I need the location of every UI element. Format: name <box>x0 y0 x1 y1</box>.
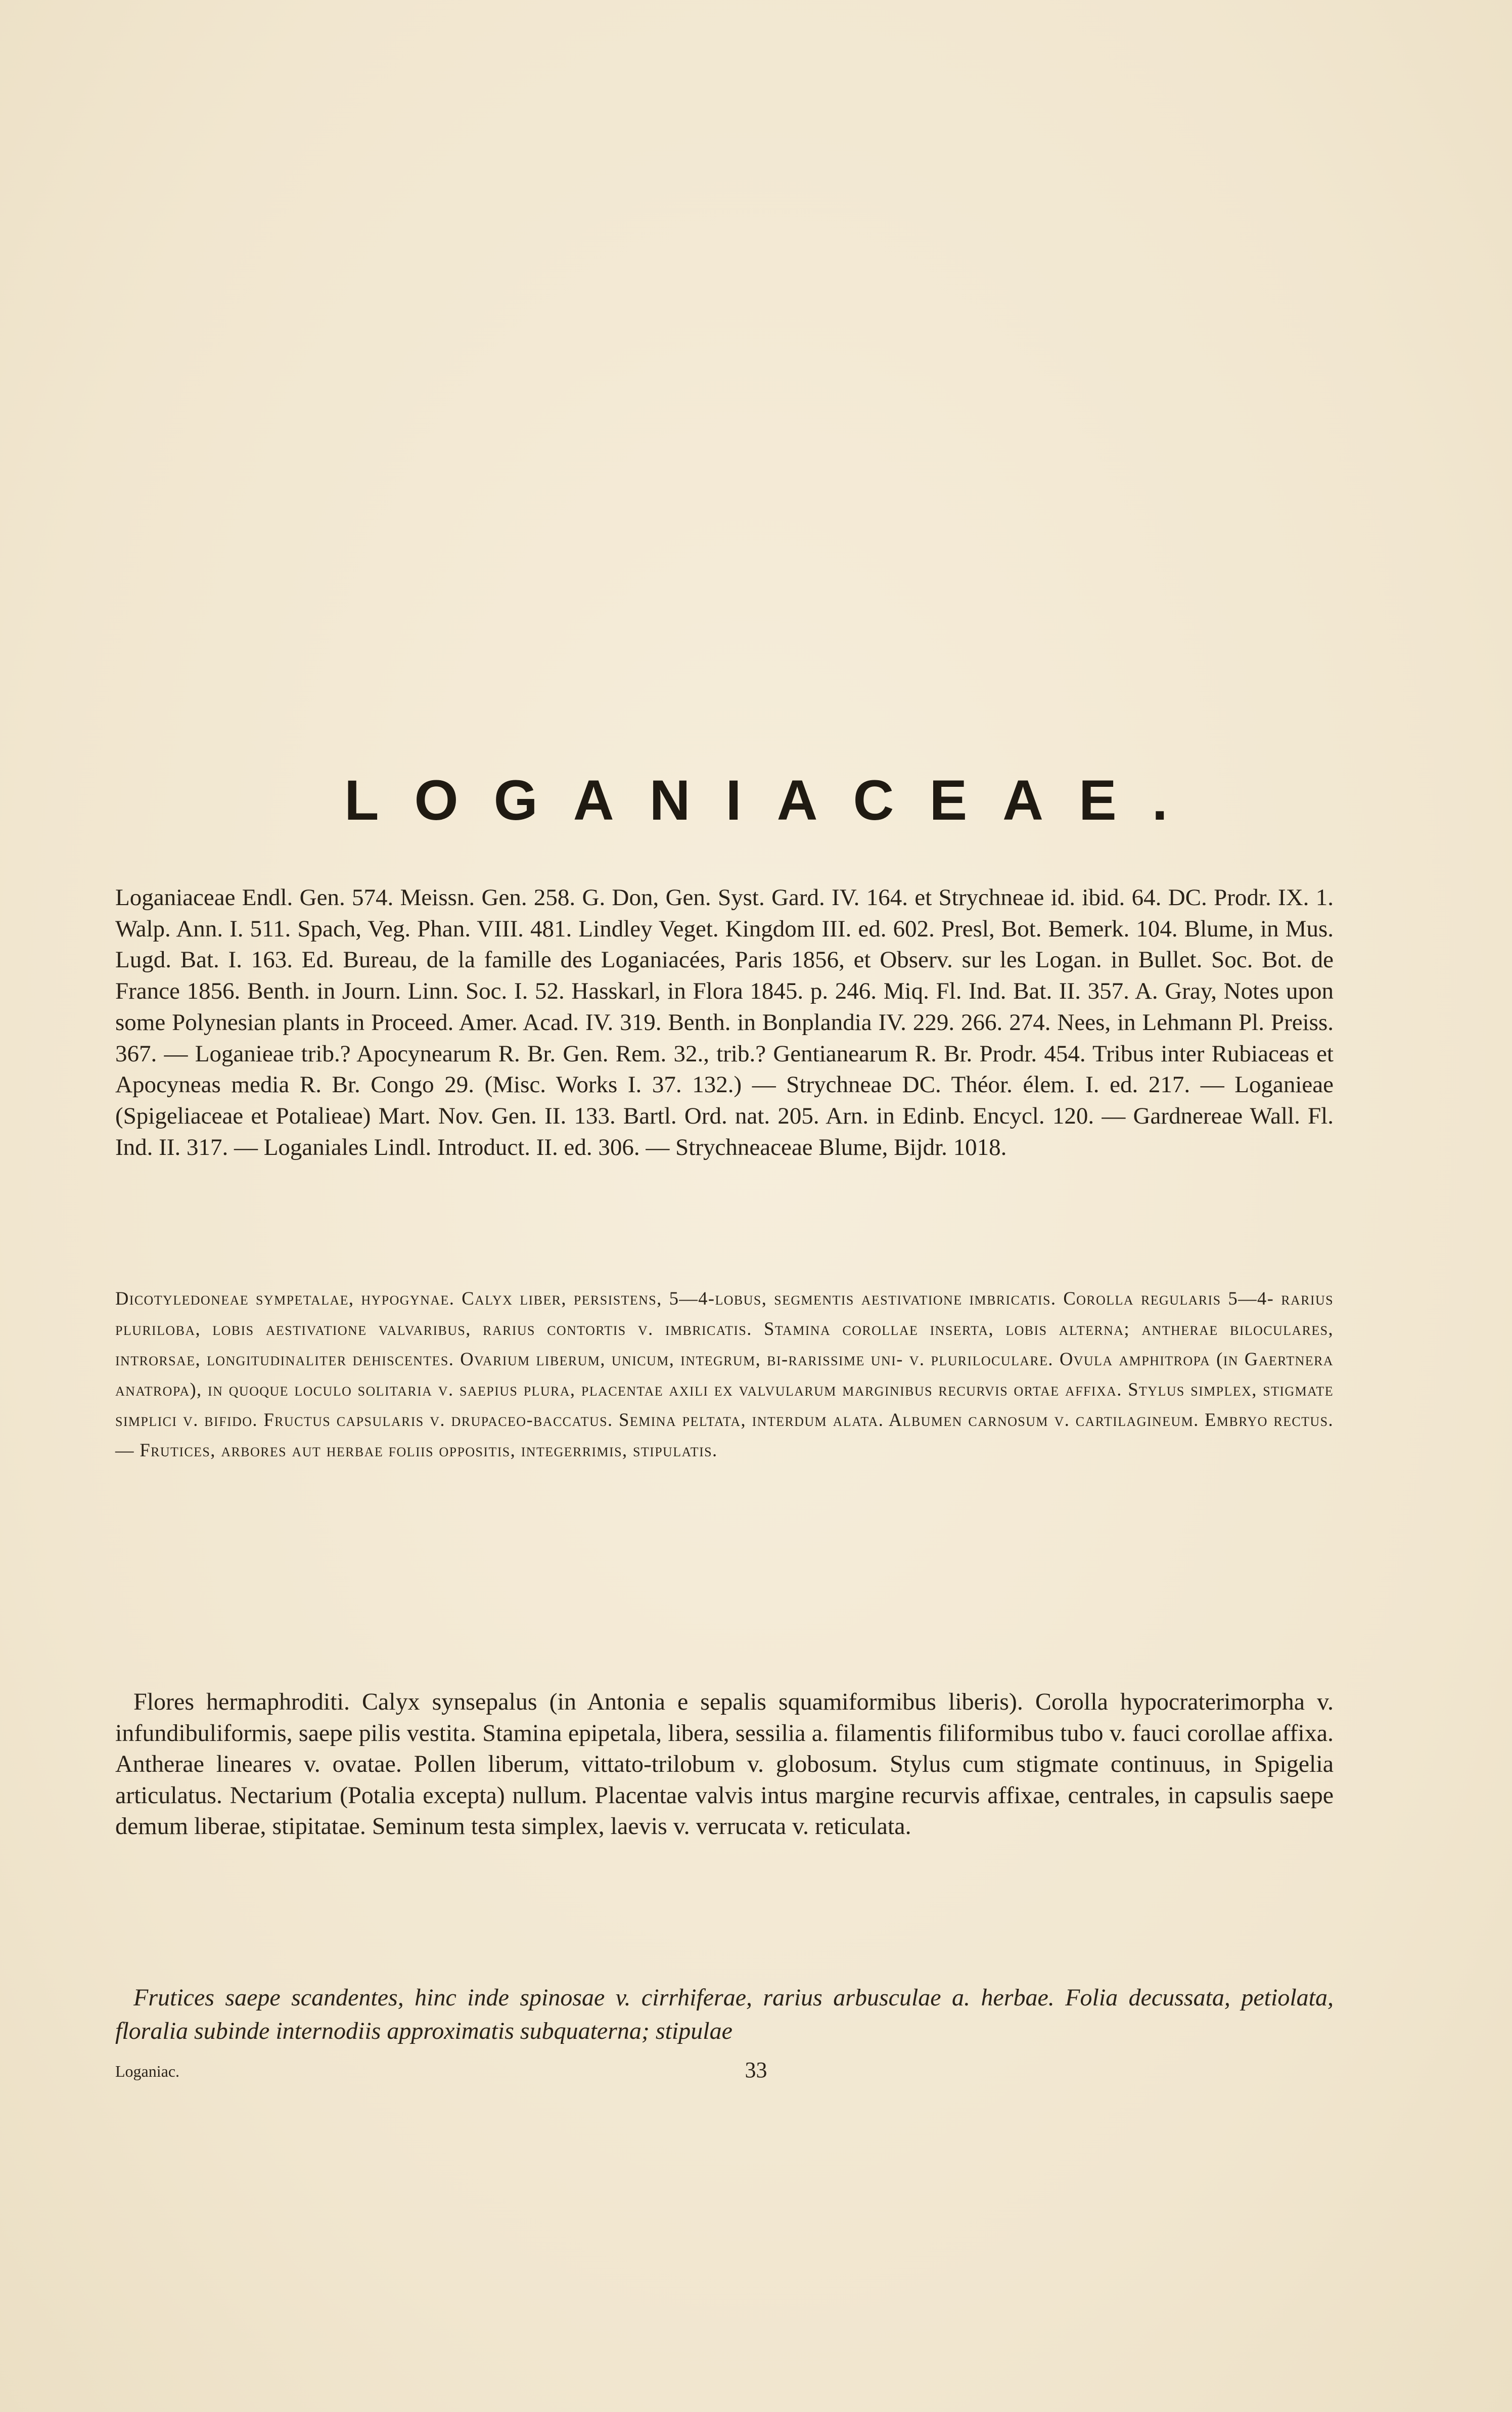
flowers-description: Flores hermaphroditi. Calyx synsepalus (in Antonia e sepalis squamiformibus liberis). Corolla hypocraterimorpha v. infundibuliformis, saepe pilis vestita. Stamina epipetala, libera, sessilia a. filamentis filiformibus tubo v. fauci corollae affixa. Antherae lineares v. ovatae. Pollen liberum, vittato-trilobum v. globosum. Stylus cum stigmate continuus, in Spigelia articulatus. Nectarium (Potalia excepta) nullum. Placentae valvis intus margine recurvis affixae, centrales, in capsulis saepe demum liberae, stipitatae. Seminum testa simplex, laevis v. verrucata v. reticulata. <box>115 1688 1334 1840</box>
diagnosis-paragraph: Dicotyledoneae sympetalae, hypogynae. Calyx liber, persistens, 5—4-lobus, segmentis aestivatione imbricatis. Corolla regularis 5—4- rarius pluriloba, lobis aestivatione valvaribus, rarius contortis v. imbricatis. Stamina corollae inserta, lobis alterna; antherae biloculares, introrsae, longitudinaliter dehiscentes. Ovarium liberum, unicum, integrum, bi-rarissime uni- v. pluriloculare. Ovula amphitropa (in Gaertnera anatropa), in quoque loculo solitaria v. saepius plura, placentae axili ex valvularum marginibus recurvis ortae affixa. Stylus simplex, stigmate simplici v. bifido. Fructus capsularis v. drupaceo-baccatus. Semina peltata, interdum alata. Albumen carnosum v. cartilagineum. Embryo rectus. — Frutices, arbores aut herbae foliis oppositis, integerrimis, stipulatis. <box>115 1288 1334 1460</box>
page-number: 33 <box>745 2058 767 2082</box>
page-title: LOGANIACEAE. <box>344 769 1203 832</box>
habit-text: Frutices saepe scandentes, hinc inde spinosae v. cirrhiferae, rarius arbusculae a. herbae. Folia decussata, petiolata, floralia subinde internodiis approximatis subquaterna; stipulae <box>115 1984 1334 2044</box>
habit-description <box>115 1981 1334 2048</box>
section-signature: Loganiac. <box>115 2062 180 2080</box>
synonymy-paragraph: Loganiaceae Endl. Gen. 574. Meissn. Gen. 258. G. Don, Gen. Syst. Gard. IV. 164. et Strychneae id. ibid. 64. DC. Prodr. IX. 1. Walp. Ann. I. 511. Spach, Veg. Phan. VIII. 481. Lindley Veget. Kingdom III. ed. 602. Presl, Bot. Bemerk. 104. Blume, in Mus. Lugd. Bat. I. 163. Ed. Bureau, de la famille des Loganiacées, Paris 1856, et Observ. sur les Logan. in Bullet. Soc. Bot. de France 1856. Benth. in Journ. Linn. Soc. I. 52. Hasskarl, in Flora 1845. p. 246. Miq. Fl. Ind. Bat. II. 357. A. Gray, Notes upon some Polynesian plants in Proceed. Amer. Acad. IV. 319. Benth. in Bonplandia IV. 229. 266. 274. Nees, in Lehmann Pl. Preiss. 367. — Loganieae trib.? Apocynearum R. Br. Gen. Rem. 32., trib.? Gentianearum R. Br. Prodr. 454. Tribus inter Rubiaceas et Apocyneas media R. Br. Congo 29. (Misc. Works I. 37. 132.) — Strychneae DC. Théor. élem. I. ed. 217. — Loganieae (Spigeliaceae et Potalieae) Mart. Nov. Gen. II. 133. Bartl. Ord. nat. 205. Arn. in Edinb. Encycl. 120. — Gardnereae Wall. Fl. Ind. II. 317. — Loganiales Lindl. Introduct. II. ed. 306. — Strychneaceae Blume, Bijdr. 1018. <box>115 884 1334 1160</box>
